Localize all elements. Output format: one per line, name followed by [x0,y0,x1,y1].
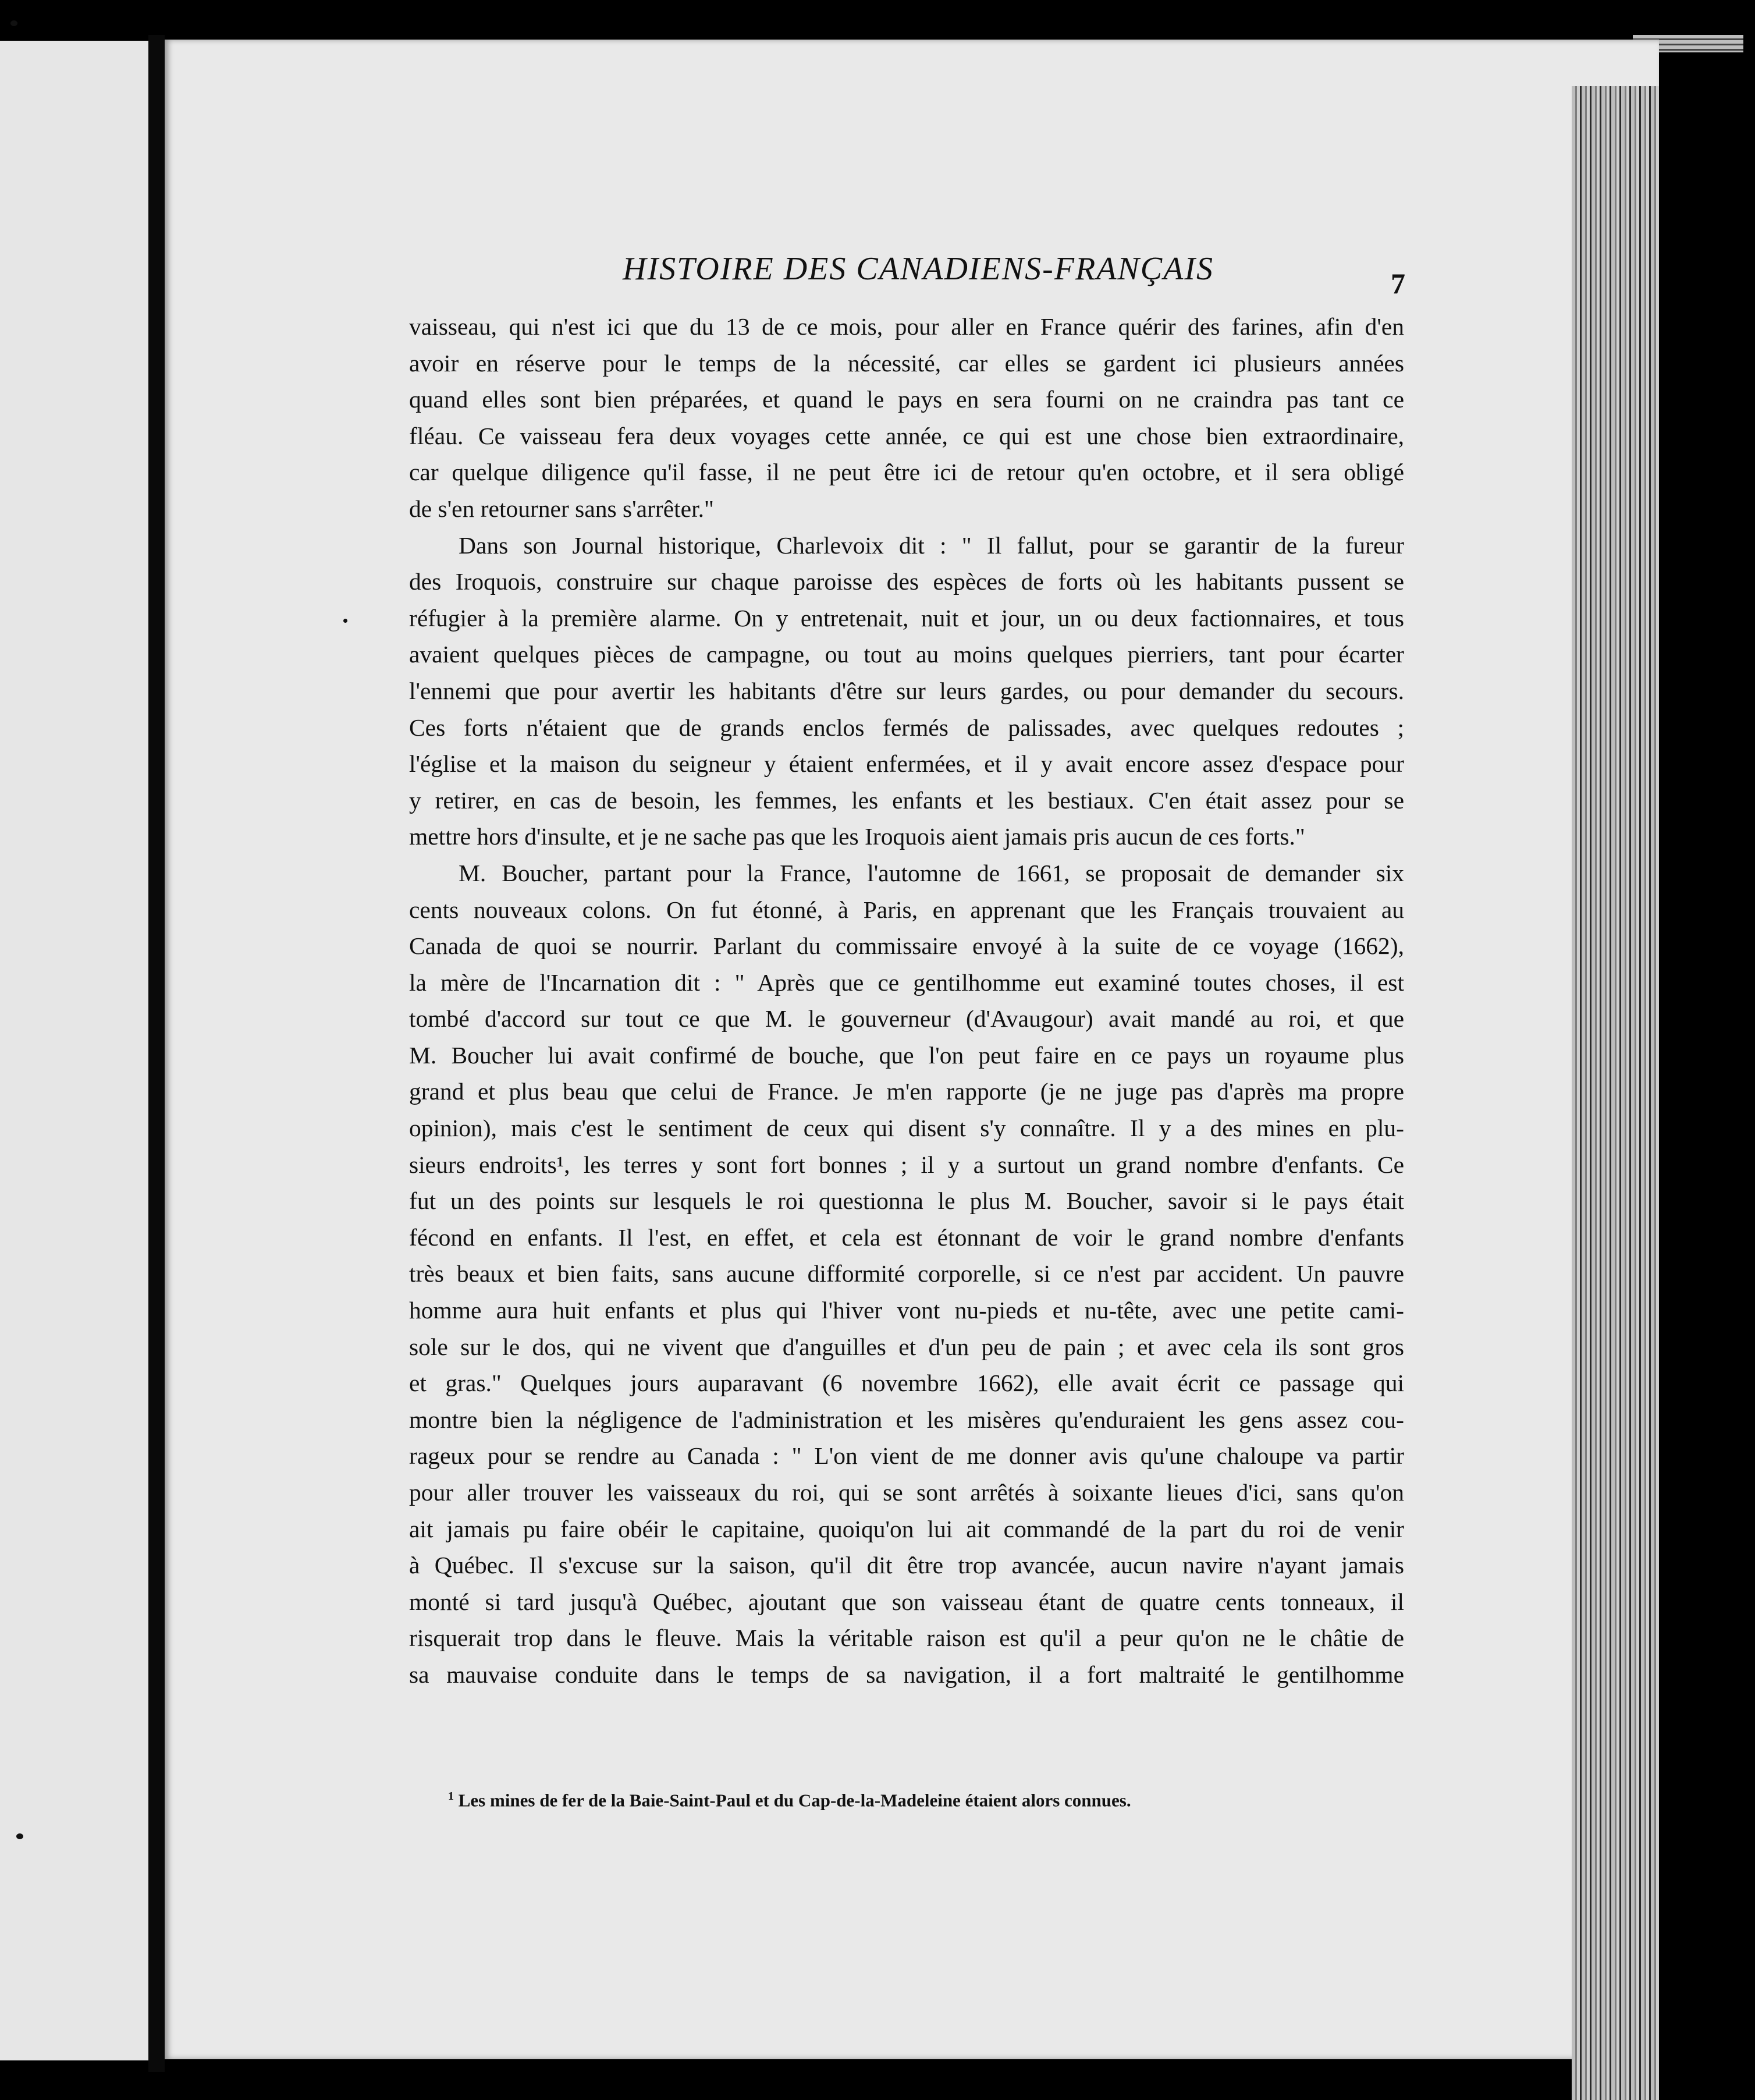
text-line: avoir en réserve pour le temps de la nécessité, car elles se gardent ici plusieurs années [409,349,1404,377]
text-line: l'église et la maison du seigneur y étaient enfermées, et il y avait encore assez d'espace pour [409,750,1404,778]
text-line: pour aller trouver les vaisseaux du roi, qui se sont arrêtés à soixante lieues d'ici, sans qu'on [409,1479,1404,1506]
text-line: des Iroquois, construire sur chaque paroisse des espèces de forts où les habitants pussent se [409,568,1404,595]
text-line: grand et plus beau que celui de France. Je m'en rapporte (je ne juge pas d'après ma propre [409,1078,1404,1105]
footnote-text: Les mines de fer de la Baie-Saint-Paul et du Cap-de-la-Madeleine étaient alors connues. [458,1790,1131,1811]
text-line: opinion), mais c'est le sentiment de ceux qui disent s'y connaître. Il y a des mines en plu- [409,1115,1404,1142]
text-line: M. Boucher lui avait confirmé de bouche, que l'on peut faire en ce pays un royaume plus [409,1041,1404,1069]
text-line: ait jamais pu faire obéir le capitaine, quoiqu'on lui ait commandé de la part du roi de venir [409,1515,1404,1542]
footnote-marker: 1 [448,1790,454,1803]
scan-speck [10,20,17,26]
text-line: y retirer, en cas de besoin, les femmes, les enfants et les bestiaux. C'en était assez pour se [409,786,1404,814]
scan-speck [16,1833,23,1839]
text-line: l'ennemi que pour avertir les habitants d'être sur leurs gardes, ou pour demander du secours. [409,677,1404,704]
text-line: Dans son Journal historique, Charlevoix dit : " Il fallut, pour se garantir de la fureur [459,531,1404,559]
text-line: avaient quelques pièces de campagne, ou tout au moins quelques pierriers, tant pour écarter [409,641,1404,668]
text-line: fut un des points sur lesquels le roi questionna le plus M. Boucher, savoir si le pays était [409,1187,1404,1215]
page-number: 7 [1391,267,1405,300]
text-line: très beaux et bien faits, sans aucune difformité corporelle, si ce n'est par accident. Un pauvre [409,1260,1404,1287]
book-gutter [148,35,165,2072]
page-stack-edges [1572,86,1659,2100]
footnote-separator [407,1769,1397,1771]
text-line: cents nouveaux colons. On fut étonné, à Paris, en apprenant que les Français trouvaient au [409,896,1404,923]
body-text [409,308,1404,1693]
text-line: tombé d'accord sur tout ce que M. le gouverneur (d'Avaugour) avait mandé au roi, et que [409,1005,1404,1033]
text-line: à Québec. Il s'excuse sur la saison, qu'il dit être trop avancée, aucun navire n'ayant jamais [409,1552,1404,1579]
running-title: HISTOIRE DES CANADIENS-FRANÇAIS [623,251,1214,287]
text-line: de s'en retourner sans s'arrêter." [409,495,714,522]
text-line: mettre hors d'insulte, et je ne sache pas que les Iroquois aient jamais pris aucun de ces forts." [409,823,1305,850]
left-page-edge [0,41,150,2060]
text-line: risquerait trop dans le fleuve. Mais la véritable raison est qu'il a peur qu'on ne le châtie de [409,1624,1404,1652]
text-line: sole sur le dos, qui ne vivent que d'anguilles et d'un peu de pain ; et avec cela ils sont gros [409,1333,1404,1360]
text-line: et gras." Quelques jours auparavant (6 novembre 1662), elle avait écrit ce passage qui [409,1370,1404,1397]
text-line: Ces forts n'étaient que de grands enclos fermés de palissades, avec quelques redoutes ; [409,714,1404,741]
text-line: Canada de quoi se nourrir. Parlant du commissaire envoyé à la suite de ce voyage (1662), [409,932,1404,960]
text-line: sieurs endroits¹, les terres y sont fort bonnes ; il y a surtout un grand nombre d'enfants. Ce [409,1151,1404,1178]
text-line: homme aura huit enfants et plus qui l'hiver vont nu-pieds et nu-tête, avec une petite cami- [409,1297,1404,1324]
text-line: M. Boucher, partant pour la France, l'automne de 1661, se proposait de demander six [459,859,1404,886]
text-line: monté si tard jusqu'à Québec, ajoutant que son vaisseau étant de quatre cents tonneaux, il [409,1588,1404,1615]
text-line: rageux pour se rendre au Canada : " L'on vient de me donner avis qu'une chaloupe va partir [409,1442,1404,1470]
text-line: montre bien la négligence de l'administration et les misères qu'enduraient les gens assez cou- [409,1406,1404,1433]
text-line: vaisseau, qui n'est ici que du 13 de ce mois, pour aller en France quérir des farines, afin d'en [409,313,1404,340]
text-line: car quelque diligence qu'il fasse, il ne peut être ici de retour qu'en octobre, et il sera obligé [409,459,1404,486]
text-line: la mère de l'Incarnation dit : " Après que ce gentilhomme eut examiné toutes choses, il est [409,969,1404,996]
footnote [448,1790,1321,1811]
text-line: sa mauvaise conduite dans le temps de sa navigation, il a fort maltraité le gentilhomme [409,1661,1404,1688]
text-line: fléau. Ce vaisseau fera deux voyages cette année, ce qui est une chose bien extraordinaire, [409,422,1404,449]
text-line: quand elles sont bien préparées, et quand le pays en sera fourni on ne craindra pas tant ce [409,386,1404,413]
text-line: réfugier à la première alarme. On y entretenait, nuit et jour, un ou deux factionnaires, et tous [409,604,1404,632]
scan-speck [343,619,347,623]
text-line: fécond en enfants. Il l'est, en effet, et cela est étonnant de voir le grand nombre d'enfants [409,1223,1404,1251]
